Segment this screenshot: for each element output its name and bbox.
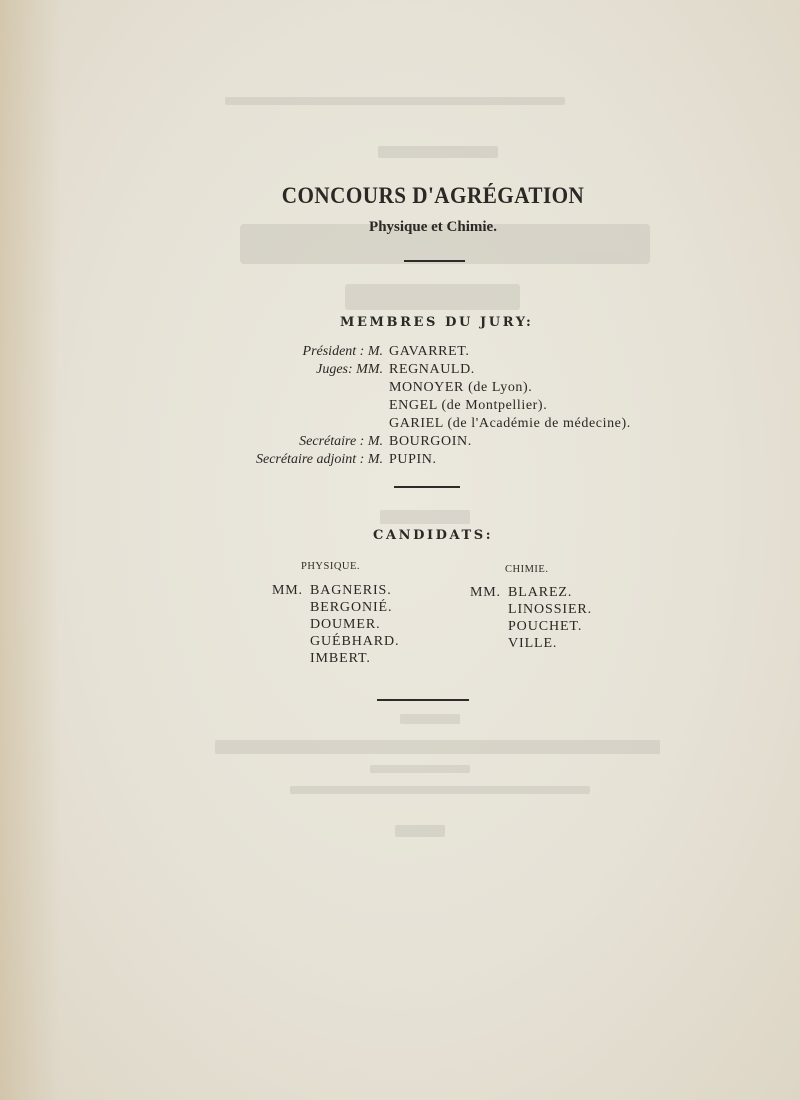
jury-row [0,380,800,398]
physique-prefix: MM. [272,583,303,598]
divider-rule-bottom [377,699,469,701]
jury-heading: MEMBRES DU JURY: [340,315,534,330]
jury-member-name: BOURGOIN. [389,434,472,449]
jury-role-label: Président : M. [302,344,383,359]
jury-role-label: Juges: MM. [316,362,383,377]
chimie-candidate: POUCHET. [508,619,583,634]
divider-rule-top [404,260,465,262]
jury-row [0,416,800,434]
jury-row [0,398,800,416]
chimie-candidate: LINOSSIER. [508,602,593,617]
candidates-heading: CANDIDATS: [373,528,494,543]
physique-candidate: BERGONIÉ. [310,600,393,615]
page-subtitle: Physique et Chimie. [369,219,497,235]
jury-member-name: ENGEL (de Montpellier). [389,398,548,413]
jury-member-name: GAVARRET. [389,344,470,359]
jury-row [0,452,800,470]
chimie-candidate: BLAREZ. [508,585,573,600]
jury-member-name: REGNAULD. [389,362,475,377]
jury-member-name: GARIEL (de l'Académie de médecine). [389,416,631,431]
jury-row [0,362,800,380]
jury-row [0,344,800,362]
chimie-prefix: MM. [470,585,501,600]
physique-column-label: PHYSIQUE. [301,561,361,572]
page-edge-stain [0,0,60,1100]
page-title: CONCOURS D'AGRÉGATION [281,183,585,208]
jury-role-label: Secrétaire : M. [299,434,383,449]
jury-row [0,434,800,452]
divider-rule-middle [394,486,460,488]
physique-candidate: BAGNERIS. [310,583,392,598]
jury-member-name: MONOYER (de Lyon). [389,380,533,395]
jury-member-name: PUPIN. [389,452,437,467]
physique-candidate: DOUMER. [310,617,381,632]
chimie-candidate: VILLE. [508,636,558,651]
chimie-column-label: CHIMIE. [505,564,549,575]
physique-candidate: IMBERT. [310,651,371,666]
physique-candidate: GUÉBHARD. [310,634,400,649]
jury-role-label: Secrétaire adjoint : M. [255,452,383,467]
